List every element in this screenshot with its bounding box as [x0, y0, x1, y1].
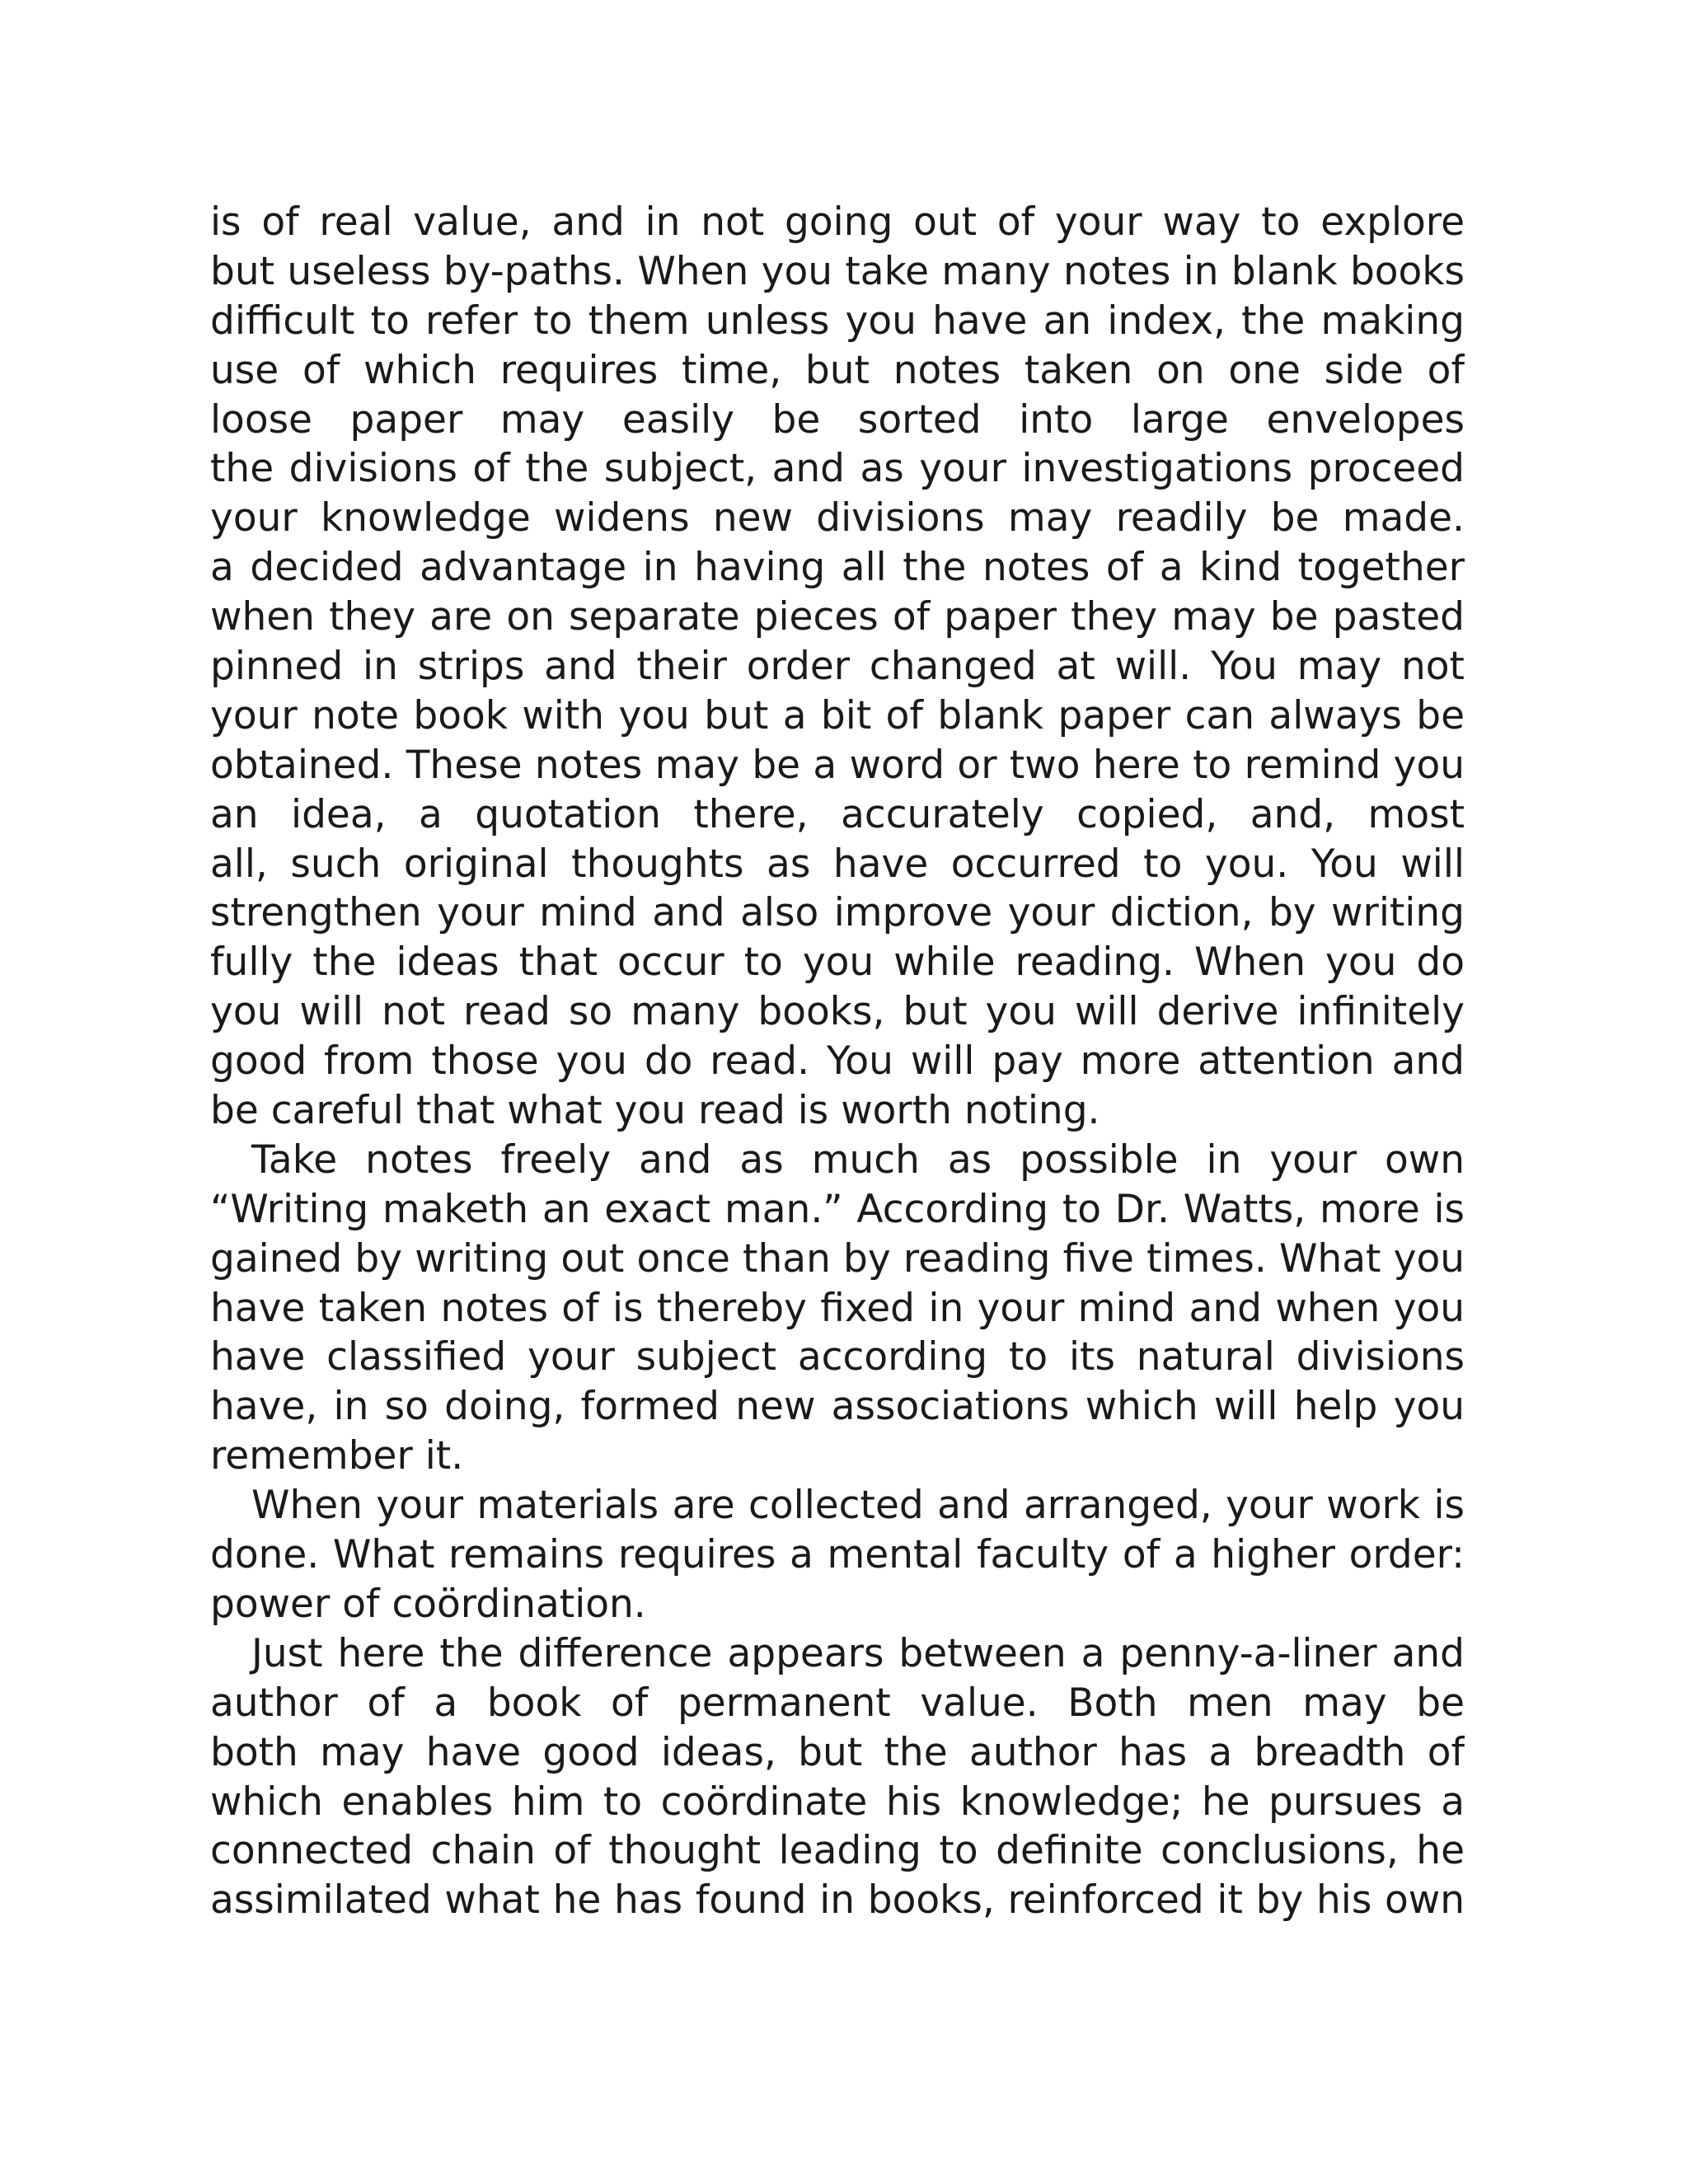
text-line: pinned in strips and their order changed at will. You may not [210, 644, 1465, 690]
text-line: power of coördination. [210, 1581, 646, 1627]
paragraph-4 [210, 1629, 1465, 1925]
text-line: strengthen your mind and also improve your diction, by writing [210, 890, 1465, 936]
text-line: When your materials are collected and arranged, your work is [251, 1483, 1465, 1529]
paragraph-2 [210, 1136, 1465, 1481]
text-line: all, such original thoughts as have occurred to you. You will [210, 841, 1465, 887]
text-line: have classified your subject according to its natural divisions [210, 1334, 1465, 1380]
text-line: assimilated what he has found in books, reinforced it by his own [210, 1877, 1465, 1924]
body-text [210, 198, 1465, 1925]
text-line: done. What remains requires a mental faculty of a higher order: [210, 1532, 1465, 1578]
text-line: remember it. [210, 1433, 464, 1479]
text-line: but useless by-paths. When you take many notes in blank books [210, 248, 1465, 294]
text-line: obtained. These notes may be a word or two here to remind you [210, 742, 1465, 788]
text-line: which enables him to coördinate his knowledge; he pursues a [210, 1779, 1465, 1825]
text-line: both may have good ideas, but the author has a breadth of [210, 1729, 1465, 1775]
text-line: “Writing maketh an exact man.” According to Dr. Watts, more is [210, 1186, 1465, 1232]
text-line: your knowledge widens new divisions may readily be made. [210, 495, 1465, 541]
text-line: fully the ideas that occur to you while reading. When you do [210, 940, 1465, 986]
text-line: loose paper may easily be sorted into large envelopes [210, 396, 1465, 443]
text-line: your note book with you but a bit of blank paper can always be [210, 692, 1465, 738]
text-line: have taken notes of is thereby fixed in your mind and when you [210, 1285, 1465, 1331]
text-line: when they are on separate pieces of paper they may be pasted [210, 594, 1465, 640]
text-line: be careful that what you read is worth noting. [210, 1088, 1100, 1134]
text-line: the divisions of the subject, and as your investigations proceed [210, 446, 1465, 492]
text-line: you will not read so many books, but you will derive infinitely [210, 989, 1465, 1035]
text-line: have, in so doing, formed new associations which will help you [210, 1384, 1465, 1430]
paragraph-3 [210, 1481, 1465, 1629]
text-line: Take notes freely and as much as possible in your own [251, 1137, 1465, 1183]
text-line: gained by writing out once than by reading five times. What you [210, 1235, 1465, 1282]
text-line: good from those you do read. You will pay more attention and [210, 1038, 1465, 1085]
text-line: author of a book of permanent value. Both men may be [210, 1680, 1465, 1726]
text-line: is of real value, and in not going out of your way to explore [210, 199, 1465, 245]
text-line: connected chain of thought leading to definite conclusions, he [210, 1828, 1465, 1874]
text-line: difficult to refer to them unless you have an index, the making [210, 298, 1465, 344]
text-line: use of which requires time, but notes taken on one side of [210, 347, 1465, 393]
text-line: an idea, a quotation there, accurately copied, and, most [210, 791, 1465, 837]
paragraph-1 [210, 198, 1465, 1136]
text-line: Just here the difference appears between a penny-a-liner and [251, 1630, 1465, 1676]
text-line: a decided advantage in having all the notes of a kind together [210, 545, 1465, 591]
